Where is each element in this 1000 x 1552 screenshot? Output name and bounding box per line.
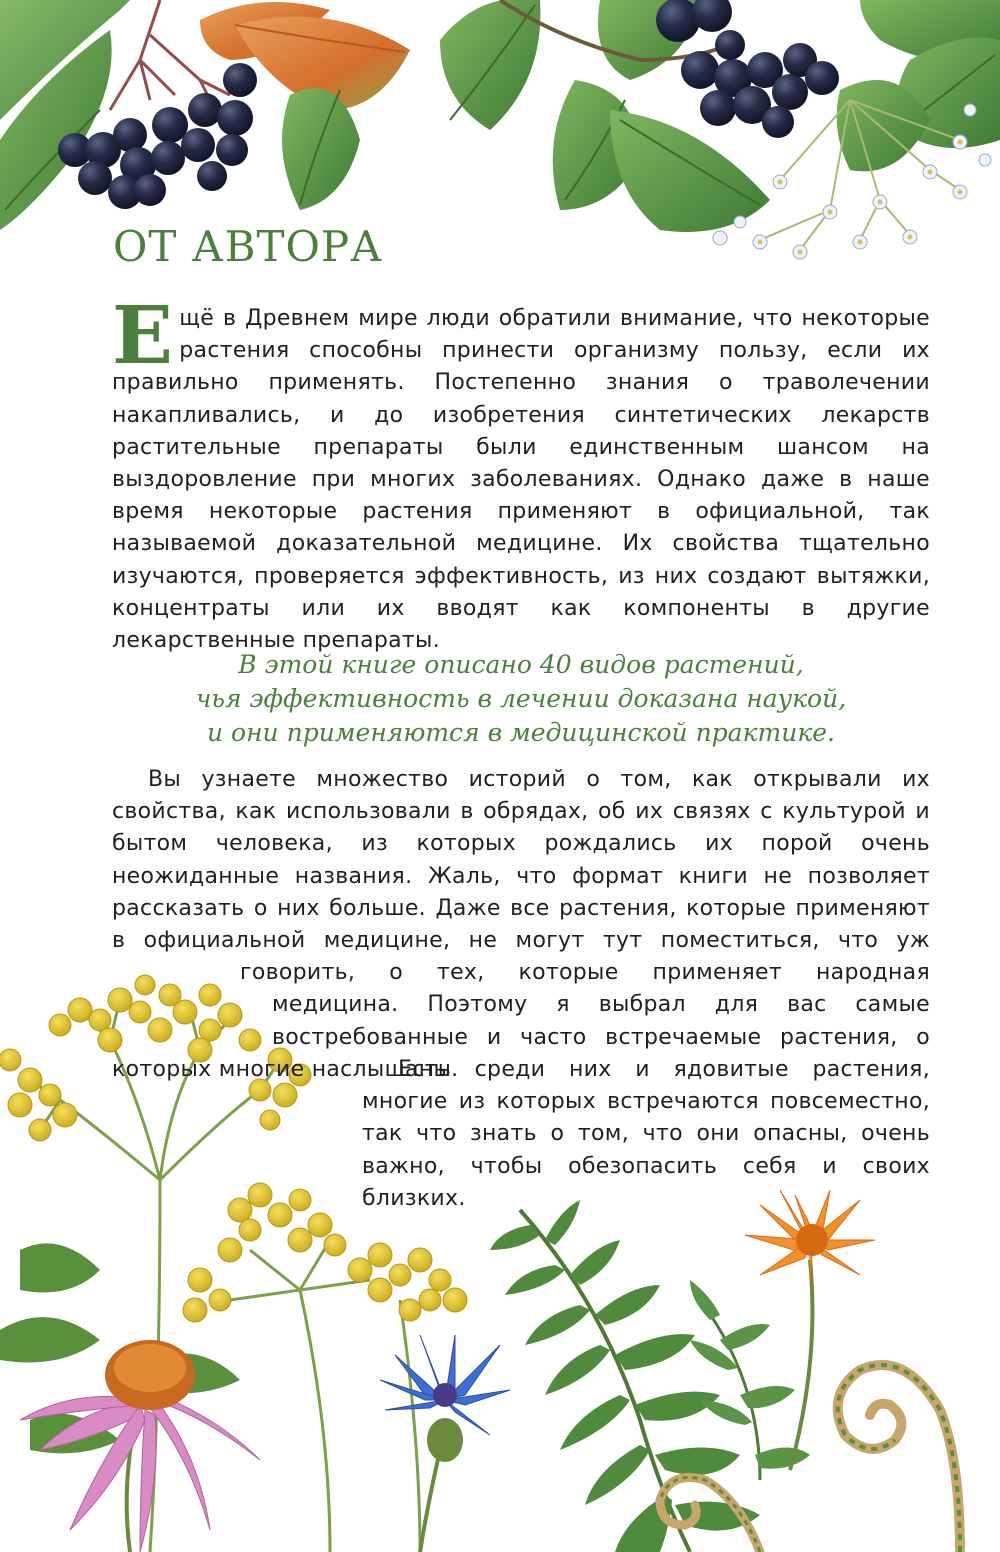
chokeberry-branch-icon (440, 0, 839, 232)
intro-text: щё в Древнем мире люди обратили внимание, что некоторые растения способны принести организму пользу, если их правильно применять. Постепенно знания о траволечении накапливались, и до изобретения синтетических лекарств растительные препараты были единственным шансом на выздоровление при многих заболеваниях. Однако даже в наше время некоторые растения применяют в официальной, так называемой доказательной медицине. Их свойства тщательно изучаются, проверяется эффективность, из них создают вытяжки, концентраты или их вводят как компоненты в другие лекарственные препараты. (112, 306, 930, 654)
drop-cap: Е (112, 288, 174, 382)
intro-paragraph (112, 288, 930, 657)
body-paragraph-2-text: Вы узнаете множество историй о том, как открывали их свойства, как использовали в обрядах, об их связях с культурой и бытом человека, из которых рождались их порой очень неожиданные названия. Жаль, что формат книги не позволяет рассказать о них больше. Даже все растения, которые применяют в официальной медицине, не могут тут поместиться, что уж говорить, о тех, которые применяет народная медицина. Поэтому я выбрал для вас самые востребованные и часто встречаемые растения, о которых многие наслышаны. (112, 767, 930, 1082)
pull-quote-line: В этой книге описано 40 видов растений, (238, 650, 804, 679)
body-paragraph-2 (112, 764, 930, 1086)
black-elderberry-branch-icon (0, 0, 410, 230)
page-title: ОТ АВТОРА (113, 222, 383, 271)
pull-quote-line: и они применяются в медицинской практике. (206, 718, 835, 747)
pull-quote (112, 648, 930, 750)
linden-blossom-icon (713, 0, 1000, 259)
pull-quote-line: чья эффективность в лечении доказана наукой, (195, 684, 847, 713)
body-paragraph-3: Есть среди них и ядовитые растения, многие из которых встречаются повсеместно, так что знать о том, что они опасны, очень важно, чтобы обезопасить себя и своих близких. (362, 1057, 930, 1211)
fern-frond-icon (490, 1200, 810, 1552)
cornflower-icon (380, 1335, 510, 1552)
